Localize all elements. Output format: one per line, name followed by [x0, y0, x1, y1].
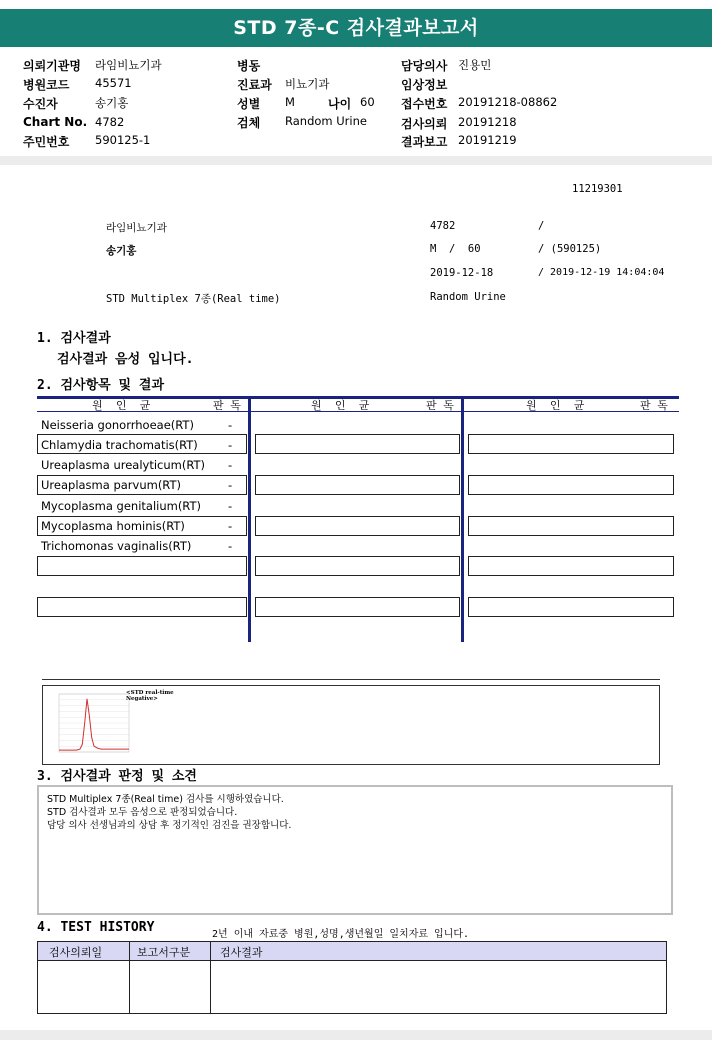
summary-sex-age: M / 60	[430, 243, 481, 255]
col-header-pathogen: 원 인 균	[311, 399, 370, 412]
table-row-box	[255, 434, 460, 454]
chart-title: <STD real-time	[126, 690, 174, 696]
pathogen-result: -	[228, 418, 233, 432]
hospital-code-label: 병원코드	[23, 78, 70, 92]
doctor-value: 진용민	[458, 58, 492, 72]
report-title: STD 7종-C 검사결과보고서	[0, 9, 712, 47]
table-row-box	[468, 597, 674, 617]
resident-no-value: 590125-1	[95, 133, 151, 147]
pathogen-name: Neisseria gonorrhoeae(RT)	[41, 418, 194, 432]
col-header-pathogen: 원 인 균	[92, 399, 151, 412]
table-row-box	[255, 597, 460, 617]
summary-datetime: / 2019-12-19 14:04:04	[538, 267, 665, 278]
table-row-box	[468, 516, 674, 536]
summary-slash: /	[538, 220, 545, 232]
ward-label: 병동	[237, 59, 261, 73]
table-row-box	[468, 434, 674, 454]
resident-no-label: 주민번호	[23, 135, 70, 149]
pathogen-result: -	[228, 458, 233, 472]
table-row-box	[255, 475, 460, 495]
reception-no-label: 접수번호	[401, 97, 448, 111]
pathogen-name: Mycoplasma hominis(RT)	[41, 519, 185, 533]
section4-title: 4. TEST HISTORY	[37, 920, 155, 935]
specimen-value: Random Urine	[285, 114, 367, 128]
opinion-box	[37, 785, 673, 915]
pathogen-result: -	[228, 519, 233, 533]
doctor-label: 담당의사	[401, 59, 448, 73]
request-date-label: 검사의뢰	[401, 117, 448, 131]
col-header-pathogen: 원 인 균	[526, 399, 585, 412]
chart-subtitle: Negative>	[126, 696, 158, 702]
opinion-line: 담당 의사 선생님과의 상담 후 정기적인 검진을 권장합니다.	[47, 820, 292, 831]
institution-value: 라임비뇨기과	[95, 58, 162, 72]
pathogen-result: -	[228, 478, 233, 492]
history-col-divider	[210, 942, 211, 1013]
section1-title: 1. 검사결과	[37, 331, 111, 346]
history-col-result: 검사결과	[220, 946, 263, 959]
table-row-box	[37, 597, 247, 617]
dept-value: 비뇨기과	[285, 77, 330, 91]
section1-result: 검사결과 음성 입니다.	[57, 352, 194, 367]
chart-no-label: Chart No.	[23, 115, 88, 129]
clinical-info-label: 임상정보	[401, 78, 448, 92]
chart-no-value: 4782	[95, 115, 125, 129]
summary-birth: / (590125)	[538, 243, 602, 255]
table-row-box	[255, 516, 460, 536]
summary-test-name: STD Multiplex 7종(Real time)	[106, 293, 281, 305]
footer-band	[0, 1030, 712, 1040]
table-row-box	[468, 556, 674, 576]
reception-no-value: 20191218-08862	[458, 95, 558, 109]
history-col-date: 검사의뢰일	[49, 946, 103, 959]
history-col-divider	[129, 942, 130, 1013]
summary-date: 2019-12-18	[430, 267, 494, 279]
specimen-label: 검체	[237, 116, 261, 130]
chart-frame	[42, 685, 660, 765]
table-row-box	[255, 556, 460, 576]
pathogen-name: Mycoplasma genitalium(RT)	[41, 499, 201, 513]
pathogen-result: -	[228, 499, 233, 513]
summary-patient: 송기홍	[106, 245, 137, 257]
table-row-box	[468, 475, 674, 495]
sex-value: M	[285, 95, 295, 109]
opinion-line: STD Multiplex 7종(Real time) 검사를 시행하였습니다.	[47, 794, 284, 805]
pathogen-name: Trichomonas vaginalis(RT)	[41, 539, 192, 553]
history-header-row	[38, 942, 666, 961]
table-column-divider	[248, 396, 251, 642]
pathogen-name: Ureaplasma parvum(RT)	[41, 478, 181, 492]
col-header-judgement: 판 독	[426, 399, 454, 412]
section2-title: 2. 검사항목 및 결과	[37, 378, 165, 393]
pathogen-name: Ureaplasma urealyticum(RT)	[41, 458, 206, 472]
result-date-label: 결과보고	[401, 135, 448, 149]
request-date-value: 20191218	[458, 115, 517, 129]
divider-band	[0, 156, 712, 165]
section3-title: 3. 검사결과 판정 및 소견	[37, 769, 197, 784]
institution-label: 의뢰기관명	[23, 59, 81, 73]
history-col-type: 보고서구분	[137, 946, 191, 959]
opinion-line: STD 검사결과 모두 음성으로 판정되었습니다.	[47, 807, 238, 818]
pcr-curve-line	[59, 699, 129, 750]
dept-label: 진료과	[237, 78, 272, 92]
summary-clinic: 라임비뇨기과	[106, 222, 167, 234]
pathogen-result: -	[228, 539, 233, 553]
result-date-value: 20191219	[458, 133, 517, 147]
patient-value: 송기홍	[95, 96, 129, 110]
pcr-curve-chart	[51, 690, 131, 760]
pathogen-name: Chlamydia trachomatis(RT)	[41, 438, 198, 452]
hospital-code-value: 45571	[95, 76, 132, 90]
pathogen-result: -	[228, 438, 233, 452]
chart-top-rule	[42, 679, 660, 680]
document-number: 11219301	[572, 183, 623, 195]
history-note: 2년 이내 자료중 병원,성명,생년월일 일치자료 입니다.	[212, 929, 470, 940]
col-header-judgement: 판 독	[640, 399, 668, 412]
col-header-judgement: 판 독	[213, 399, 241, 412]
summary-specimen: Random Urine	[430, 291, 506, 303]
age-value: 60	[360, 95, 375, 109]
history-table	[37, 941, 667, 1014]
summary-chart-no: 4782	[430, 220, 456, 232]
table-column-divider	[461, 396, 464, 642]
age-label: 나이	[328, 97, 352, 111]
patient-label: 수진자	[23, 97, 58, 111]
sex-label: 성별	[237, 97, 261, 111]
table-row-box	[37, 556, 247, 576]
